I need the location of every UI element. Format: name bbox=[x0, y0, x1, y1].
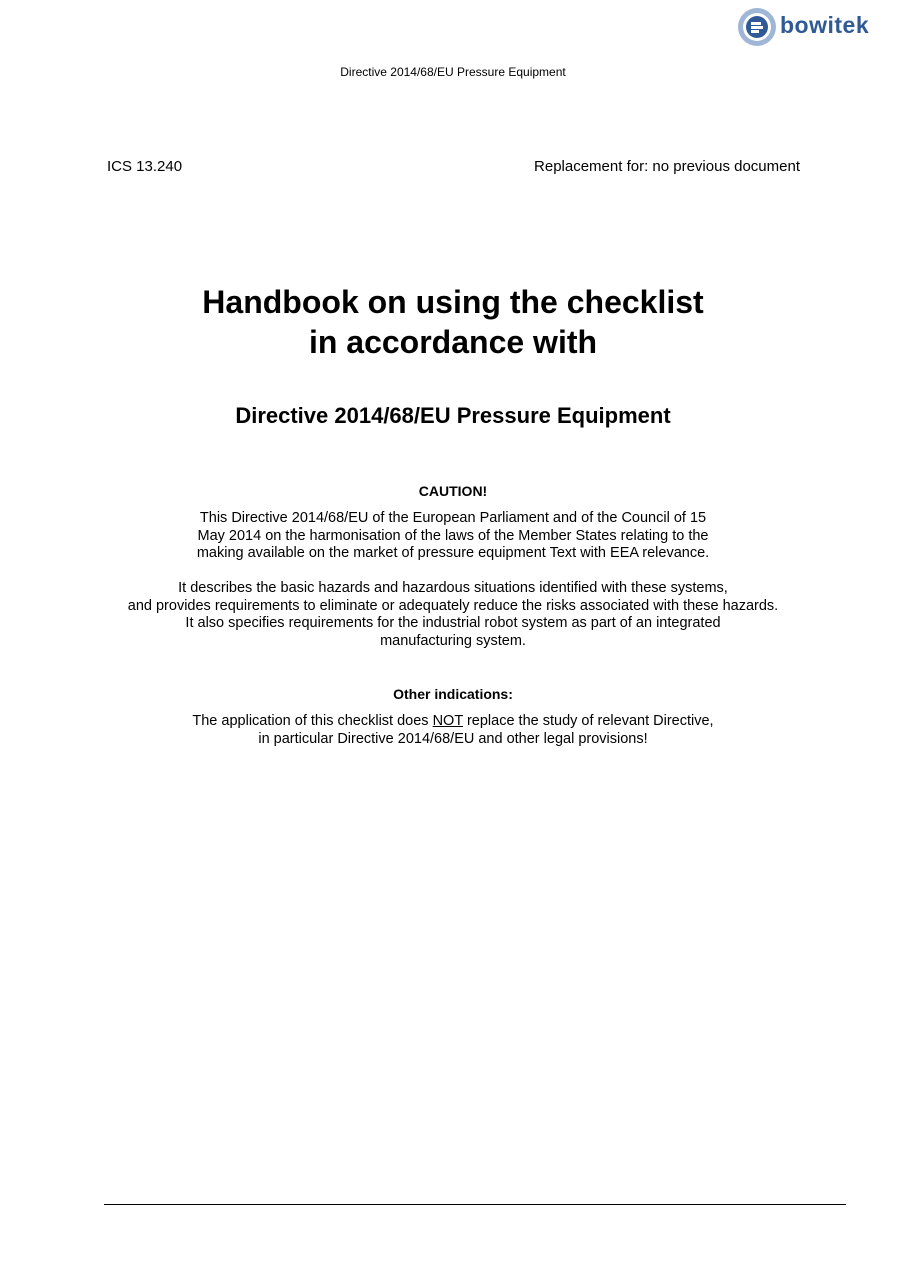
emphasis-not: NOT bbox=[432, 713, 463, 729]
paragraph-line: It describes the basic hazards and hazardous situations identified with these systems, bbox=[178, 580, 728, 596]
paragraph-line bbox=[60, 713, 846, 731]
title-line-2: in accordance with bbox=[308, 324, 598, 360]
line-text-after: replace the study of relevant Directive, bbox=[462, 713, 714, 729]
ics-code: ICS 13.240 bbox=[107, 158, 183, 175]
paragraph-line: and provides requirements to eliminate or adequately reduce the risks associated with these hazards. bbox=[127, 597, 779, 614]
other-indications-paragraph bbox=[60, 713, 846, 748]
running-header: Directive 2014/68/EU Pressure Equipment bbox=[340, 65, 566, 79]
caution-heading: CAUTION! bbox=[418, 483, 488, 499]
other-indications-heading: Other indications: bbox=[393, 686, 513, 702]
line-text-before: The application of this checklist does bbox=[192, 713, 433, 729]
document-subtitle: Directive 2014/68/EU Pressure Equipment bbox=[235, 403, 671, 428]
caution-paragraph-1 bbox=[60, 510, 846, 563]
document-title bbox=[0, 282, 906, 362]
paragraph-line: It also specifies requirements for the industrial robot system as part of an integrated bbox=[185, 615, 721, 632]
footer-divider bbox=[104, 1204, 846, 1205]
bowitek-logo bbox=[736, 6, 900, 48]
paragraph-line: making available on the market of pressure equipment Text with EEA relevance. bbox=[196, 545, 710, 562]
logo-brand-text: bowitek bbox=[780, 12, 870, 38]
paragraph-line: in particular Directive 2014/68/EU and other legal provisions! bbox=[258, 730, 648, 747]
title-line-1: Handbook on using the checklist bbox=[202, 284, 704, 320]
bowitek-logo-icon bbox=[736, 6, 778, 48]
paragraph-line: This Directive 2014/68/EU of the European Parliament and of the Council of 15 bbox=[199, 510, 707, 526]
paragraph-line: manufacturing system. bbox=[380, 632, 526, 649]
replacement-note: Replacement for: no previous document bbox=[534, 158, 800, 175]
caution-paragraph-2 bbox=[60, 580, 846, 650]
paragraph-line: May 2014 on the harmonisation of the laws of the Member States relating to the bbox=[197, 527, 709, 544]
